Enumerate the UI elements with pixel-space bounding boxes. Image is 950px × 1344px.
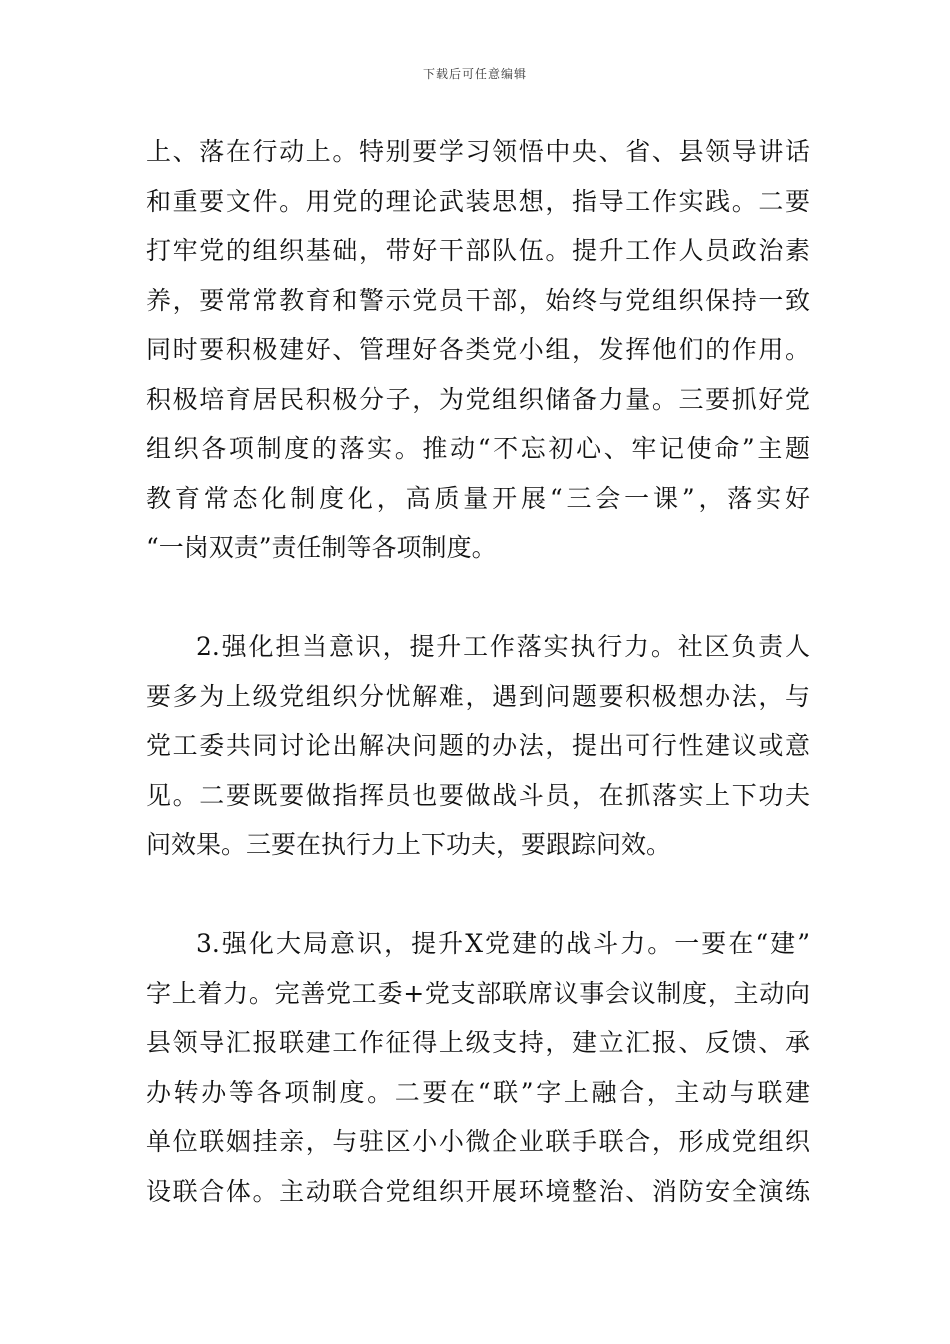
paragraph-1-line-1: 上、落在行动上。特别要学习领悟中央、省、县领导讲话 — [146, 137, 810, 166]
paragraph-1-line-4: 养，要常常教育和警示党员干部，始终与党组织保持一致 — [146, 286, 810, 315]
paragraph-1-line-3: 打牢党的组织基础，带好干部队伍。提升工作人员政治素 — [146, 236, 810, 265]
paragraph-3-line-5: 单位联姻挂亲，与驻区小小微企业联手联合，形成党组织 — [146, 1127, 810, 1156]
paragraph-2-line-5: 问效果。三要在执行力上下功夫，要跟踪问效。 — [146, 830, 672, 859]
paragraph-3-line-2: 字上着力。完善党工委+党支部联席议事会议制度，主动向 — [146, 979, 810, 1008]
paragraph-2-line-4: 见。二要既要做指挥员也要做战斗员，在抓落实上下功夫 — [146, 781, 810, 810]
paragraph-1-line-8: 教育常态化制度化，高质量开展“三会一课”，落实好 — [146, 484, 810, 513]
paragraph-1-line-2: 和重要文件。用党的理论武装思想，指导工作实践。二要 — [146, 187, 810, 216]
paragraph-3-line-1: 3.强化大局意识，提升X党建的战斗力。一要在“建” — [196, 929, 810, 958]
paragraph-3-line-6: 设联合体。主动联合党组织开展环境整治、消防安全演练 — [146, 1177, 810, 1206]
page-header: 下载后可任意编辑 — [422, 67, 527, 81]
paragraph-3-line-4: 办转办等各项制度。二要在“联”字上融合，主动与联建 — [146, 1078, 810, 1107]
paragraph-2-line-1: 2.强化担当意识，提升工作落实执行力。社区负责人 — [196, 632, 810, 661]
paragraph-2-line-3: 党工委共同讨论出解决问题的办法，提出可行性建议或意 — [146, 731, 810, 760]
paragraph-3-line-3: 县领导汇报联建工作征得上级支持，建立汇报、反馈、承 — [146, 1028, 810, 1057]
paragraph-1-line-6: 积极培育居民积极分子，为党组织储备力量。三要抓好党 — [146, 385, 810, 414]
paragraph-1-line-5: 同时要积极建好、管理好各类党小组，发挥他们的作用。 — [146, 335, 810, 364]
paragraph-1-line-7: 组织各项制度的落实。推动“不忘初心、牢记使命”主题 — [146, 434, 810, 463]
paragraph-1-line-9: “一岗双责”责任制等各项制度。 — [146, 533, 497, 562]
paragraph-2-line-2: 要多为上级党组织分忧解难，遇到问题要积极想办法，与 — [146, 682, 810, 711]
